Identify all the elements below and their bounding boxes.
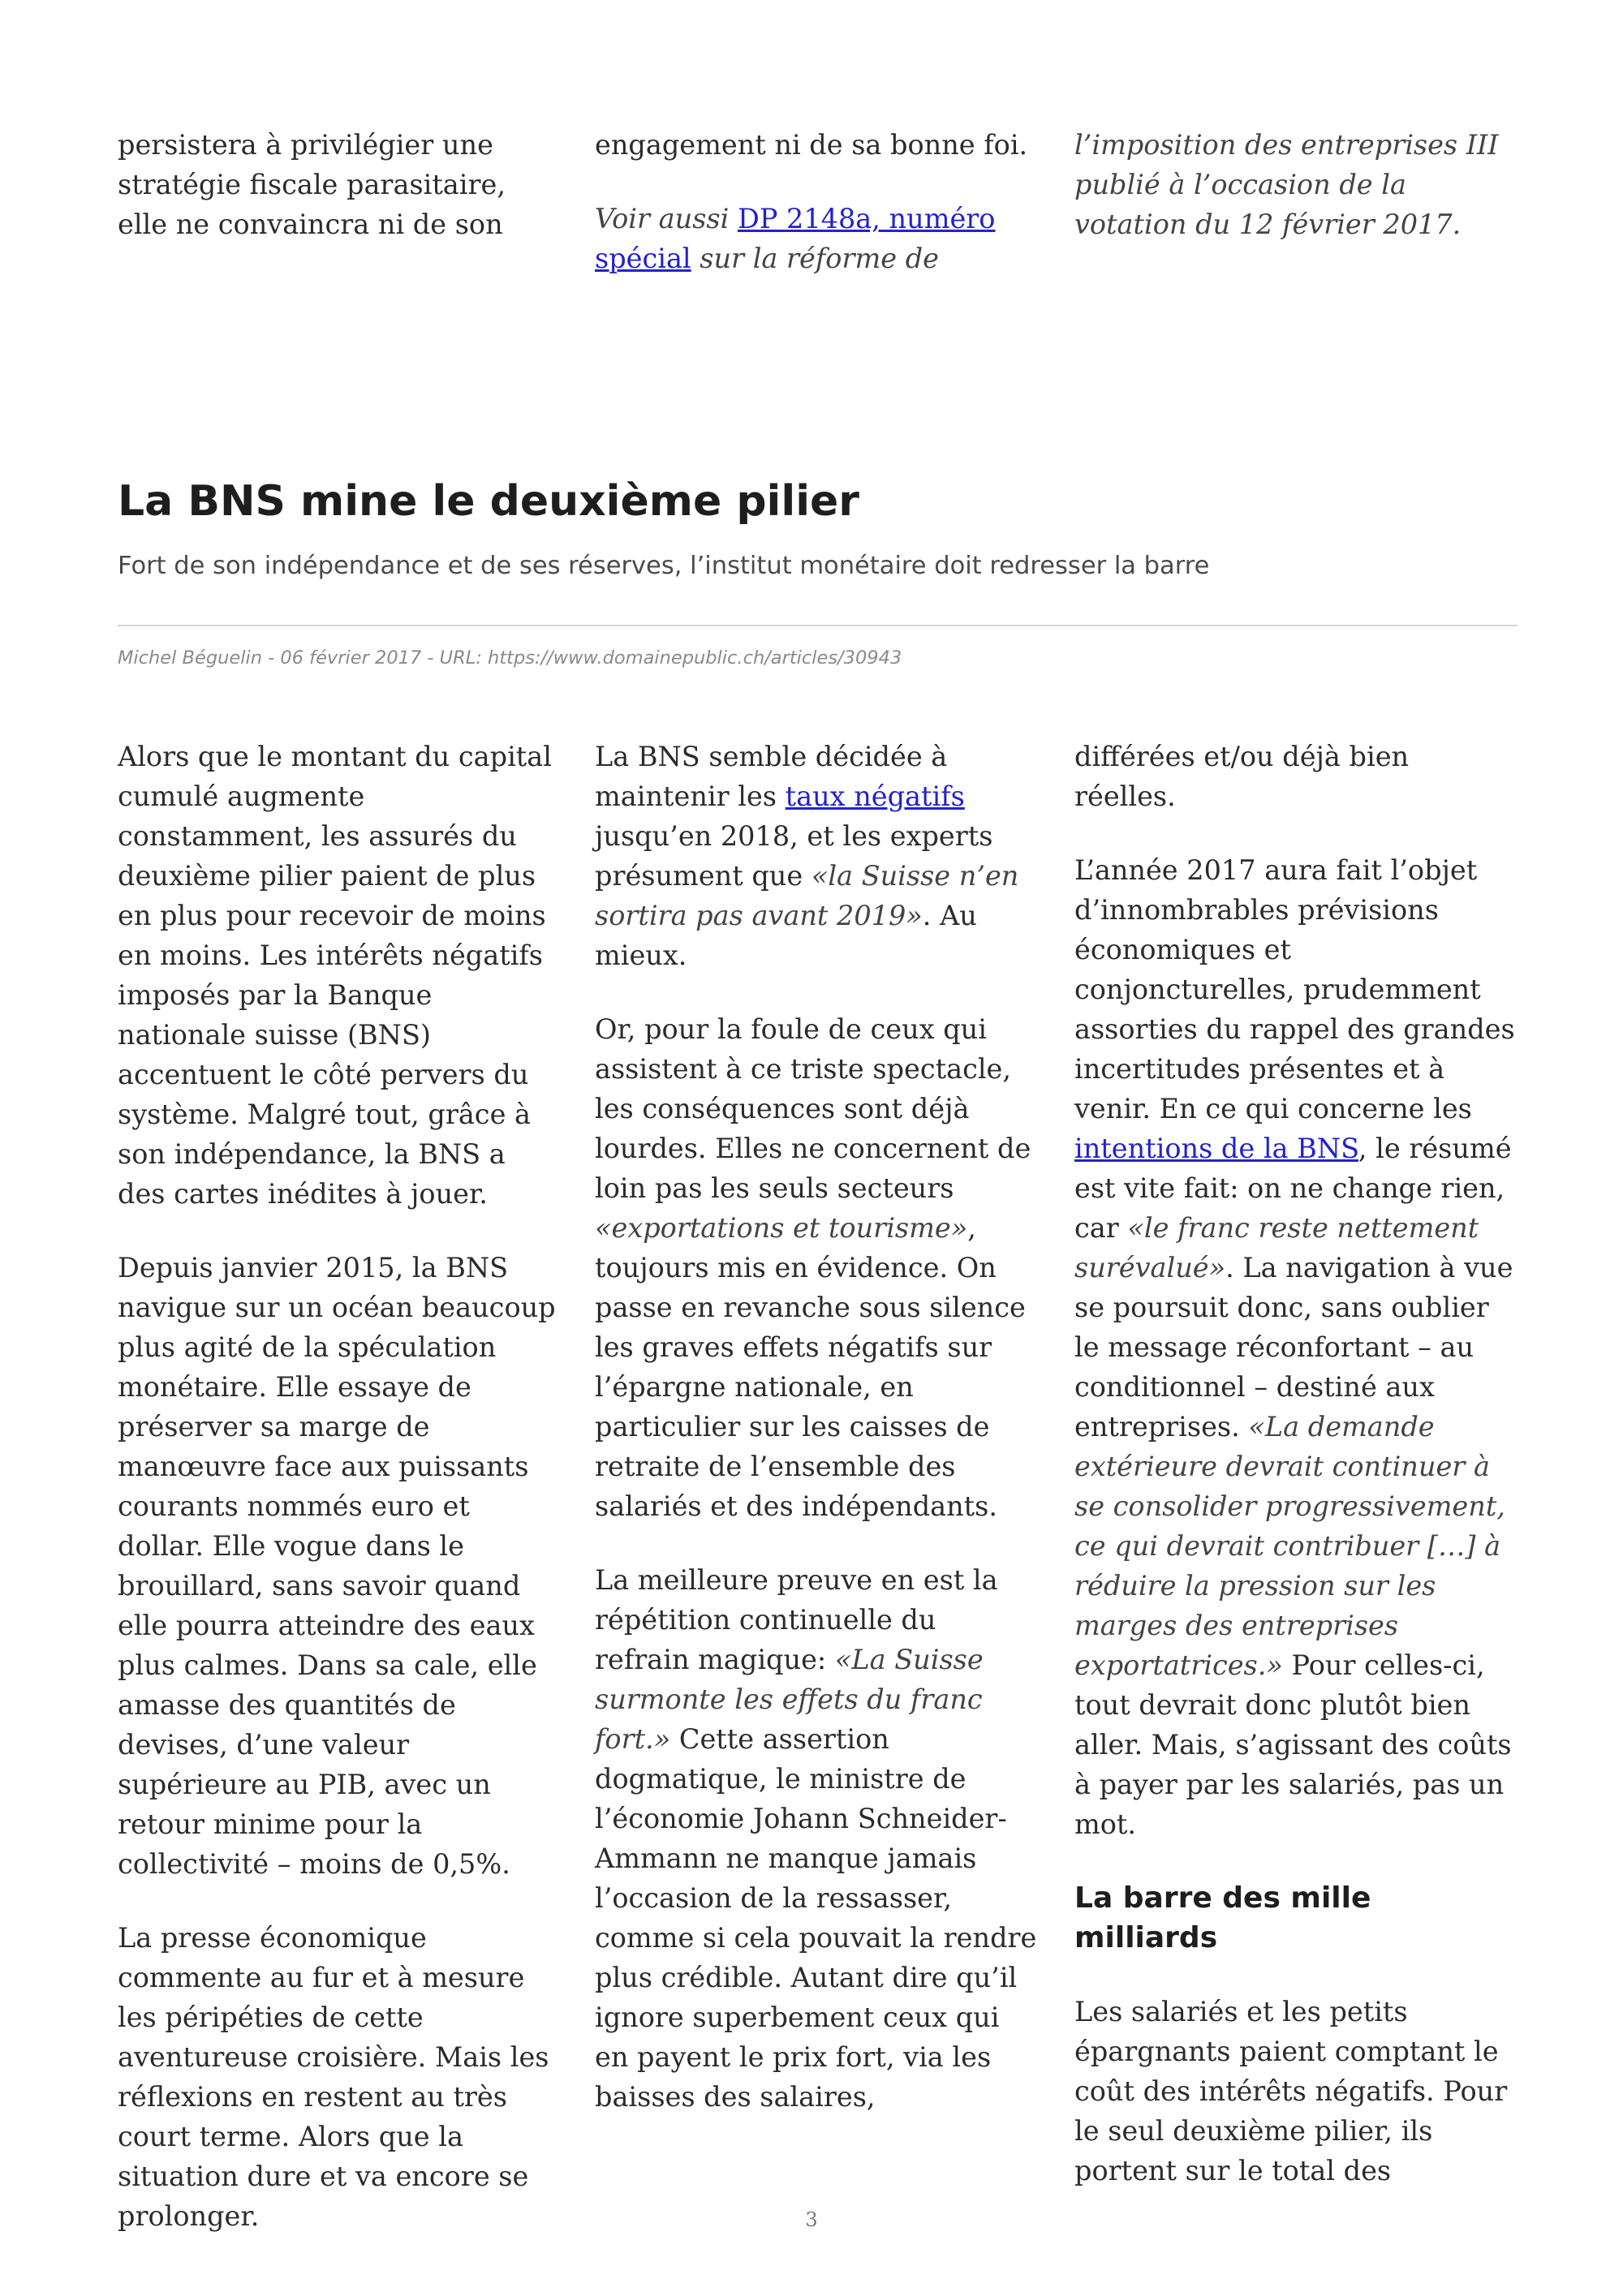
paragraph-5-continued: différées et/ou déjà bien réelles.	[1074, 741, 1410, 812]
p5-text-b: Cette assertion dogmatique, le ministre de l’économie Johann Schneider-Ammann ne manque jamais l’occasion de la ressasser, comme si cela pouvait la rendre plus crédible. Autant dire qu’il ignore superbement ceux qui en payent le prix fort, via les baisses des salaires,	[595, 1723, 1037, 2113]
paragraph-2: Depuis janvier 2015, la BNS navigue sur un océan beaucoup plus agité de la spéculation monétaire. Elle essaye de préserver sa marge de manœuvre face aux puissants courants nommés euro et dollar. Elle vogue dans le brouillard, sans savoir quand elle pourra atteindre des eaux plus calmes. Dans sa cale, elle amasse des quantités de devises, d’une valeur supérieure au PIB, avec un retour minime pour la collectivité – moins de 0,5%.	[118, 1252, 556, 1880]
article-col-3	[1074, 737, 1517, 2225]
see-also-suffix: l’imposition des entreprises III publié à l’occasion de la votation du 12 février 2017.	[1074, 129, 1499, 240]
article-title: La BNS mine le deuxième pilier	[118, 477, 859, 526]
paragraph-4	[595, 1009, 1037, 1526]
paragraph-3: La presse économique commente au fur et à mesure les péripéties de cette aventureuse croisière. Mais les réflexions en restent au très court terme. Alors que la situation dure et va encore se prolonger.	[118, 1922, 549, 2232]
p3-text-c: . Au mieux.	[595, 900, 977, 971]
prev-article-text: persistera à privilégier une stratégie fiscale parasitaire, elle ne convaincra ni de son	[118, 129, 506, 240]
taux-negatifs-link[interactable]: taux négatifs	[785, 780, 965, 812]
intentions-bns-link[interactable]: intentions de la BNS	[1074, 1133, 1358, 1164]
prev-article-col-3	[1074, 125, 1517, 278]
p6-quote-2: «La demande extérieure devrait continuer à se consolider progressivement, ce qui devrait contribuer […] à réduire la pression sur les marges des entreprises exportatrices.»	[1074, 1411, 1505, 1681]
p5-quote: «La Suisse surmonte les effets du franc fort.»	[595, 1644, 984, 1755]
article-col-2	[595, 737, 1037, 2151]
p4-text-a: Or, pour la foule de ceux qui assistent à ce triste spectacle, les conséquences sont déjà lourdes. Elles ne concernent de loin pas les seuls secteurs	[595, 1013, 1031, 1204]
paragraph-7: Les salariés et les petits épargnants paient comptant le coût des intérêts négatifs. Pour le seul deuxième pilier, ils portent sur le total des	[1074, 1996, 1508, 2186]
see-also-prefix: Voir aussi	[595, 203, 738, 234]
header-divider	[118, 625, 1518, 626]
p5-text-a: La meilleure preuve en est la répétition continuelle du refrain magique:	[595, 1564, 998, 1675]
p6-text-d: Pour celles-ci, tout devrait donc plutôt bien aller. Mais, s’agissant des coûts à payer par les salariés, pas un mot.	[1074, 1649, 1512, 1840]
article-byline: Michel Béguelin - 06 février 2017 - URL: https://www.domainepublic.ch/articles/30943	[118, 647, 902, 669]
p6-quote-1: «le franc reste nettement surévalué»	[1074, 1212, 1479, 1283]
section-subheading: La barre des mille milliards	[1074, 1881, 1371, 1954]
p4-text-b: , toujours mis en évidence. On passe en revanche sous silence les graves effets négatifs sur l’épargne nationale, en particulier sur les caisses de retraite de l’ensemble des salariés et des indépendants.	[595, 1212, 1026, 1522]
see-also-note	[595, 199, 1037, 278]
prev-article-col-2	[595, 125, 1037, 312]
see-also-middle: sur la réforme de	[691, 243, 939, 274]
paragraph-1: Alors que le montant du capital cumulé augmente constamment, les assurés du deuxième pilier paient de plus en plus pour recevoir de moins en moins. Les intérêts négatifs imposés par la Banque nationale suisse (BNS) accentuent le côté pervers du système. Malgré tout, grâce à son indépendance, la BNS a des cartes inédites à jouer.	[118, 741, 552, 1210]
paragraph-6	[1074, 850, 1517, 1844]
p3-quote: «la Suisse n’en sortira pas avant 2019»	[595, 860, 1019, 931]
p3-text-b: jusqu’en 2018, et les experts présument que	[595, 820, 993, 892]
p4-quote: «exportations et tourisme»	[595, 1212, 968, 1244]
see-also-note-end	[1074, 125, 1517, 244]
p6-text-c: . La navigation à vue se poursuit donc, sans oublier le message réconfortant – au conditionnel – destiné aux entreprises.	[1074, 1252, 1513, 1443]
article-subtitle: Fort de son indépendance et de ses réserves, l’institut monétaire doit redresser la barre	[118, 552, 1210, 580]
p6-text-a: L’année 2017 aura fait l’objet d’innombrables prévisions économiques et conjoncturelles, prudemment assorties du rappel des grandes incertitudes présentes et à venir. En ce qui concerne les	[1074, 854, 1515, 1124]
paragraph-3-continued	[595, 737, 1037, 975]
page-number: 3	[805, 2208, 818, 2231]
article-col-1	[118, 737, 560, 2270]
see-also-link[interactable]: DP 2148a, numéro spécial	[595, 203, 996, 274]
paragraph-5	[595, 1560, 1037, 2117]
prev-article-col-1	[118, 125, 560, 278]
prev-article-text-end: engagement ni de sa bonne foi.	[595, 129, 1028, 161]
p3-text-a: La BNS semble décidée à maintenir les	[595, 741, 948, 812]
p6-text-b: , le résumé est vite fait: on ne change rien, car	[1074, 1133, 1512, 1244]
